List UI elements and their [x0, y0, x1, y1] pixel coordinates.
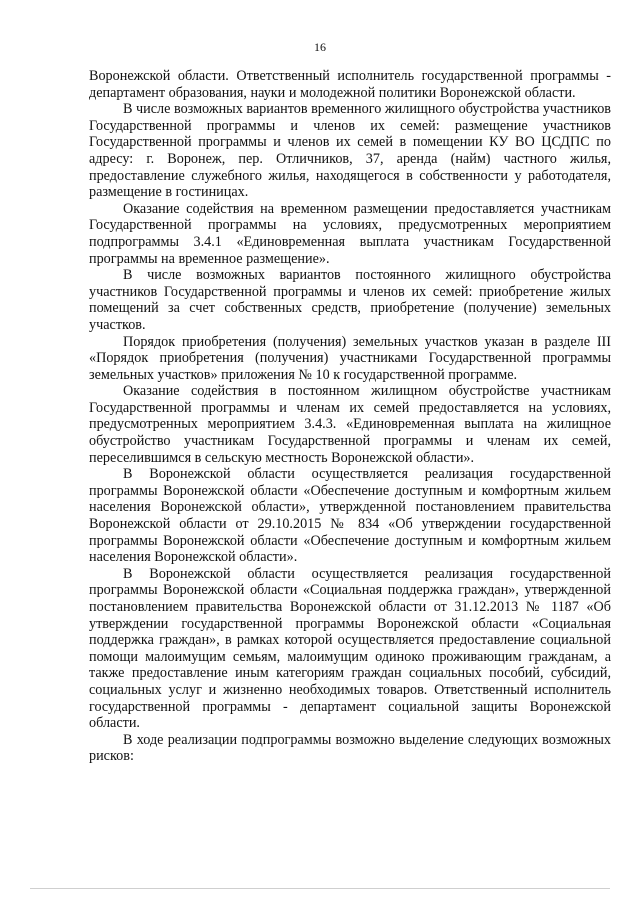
paragraph-risks-intro: В ходе реализации подпрограммы возможно выделение следующих возможных рисков:: [89, 731, 611, 765]
page-number: 16: [314, 40, 326, 54]
paragraph-housing-program: В Воронежской области осуществляется реализация государственной программы Воронежской области «Обеспечение доступным и комфортным жильем населения Воронежской области», утвержденной постановлением правительства Воронежской области от 29.10.2015 № 834 «Об утверждении государственной программы Воронежской области «Обеспечение доступным и комфортным жильем населения Воронежской области».: [89, 466, 611, 566]
paragraph-social-support-program: В Воронежской области осуществляется реализация государственной программы Воронежской области «Социальная поддержка граждан», утвержденной постановлением правительства Воронежской области от 31.12.2013 № 1187 «Об утверждении государственной программы Воронежской области «Социальная поддержка граждан», в рамках которой осуществляется предоставление социальной помощи малоимущим семьям, малоимущим одиноко проживающим гражданам, а также предоставление иным категориям граждан социальных пособий, субсидий, социальных услуг и жизненно необходимых товаров. Ответственный исполнитель государственной программы - департамент социальной защиты Воронежской области.: [89, 565, 611, 732]
document-body: [89, 68, 611, 765]
paragraph-temporary-placement-assistance: Оказание содействия на временном размещении предоставляется участникам Государственной программы на условиях, предусмотренных мероприятием подпрограммы 3.4.1 «Единовременная выплата участникам Государственной программы на временное размещение».: [89, 200, 611, 267]
paragraph-permanent-housing-assistance: Оказание содействия в постоянном жилищном обустройстве участникам Государственной программы и членам их семей предоставляется на условиях, предусмотренных мероприятием 3.4.3. «Единовременная выплата на жилищное обустройство участникам Государственной программы и членам их семей, переселившимся в сельскую местность Воронежской области».: [89, 383, 611, 466]
paragraph-temporary-housing-options: В числе возможных вариантов временного жилищного обустройства участников Государственной программы и членов их семей: размещение участников Государственной программы и членов их семей в помещении КУ ВО ЦСДПС по адресу: г. Воронеж, пер. Отличников, 37, аренда (найм) частного жилья, предоставление служебного жилья, находящегося в собственности у работодателя, размещение в гостиницах.: [89, 101, 611, 201]
paragraph-land-acquisition-procedure: Порядок приобретения (получения) земельных участков указан в разделе III «Порядок приобретения (получения) участниками Государственной программы земельных участков» приложения № 10 к государственной программе.: [89, 333, 611, 383]
paragraph-continuation: Воронежской области. Ответственный исполнитель государственной программы - департамент образования, науки и молодежной политики Воронежской области.: [89, 68, 611, 101]
paragraph-permanent-housing-options: В числе возможных вариантов постоянного жилищного обустройства участников Государственной программы и членов их семей: приобретение жилых помещений за счет собственных средств, приобретение (получение) земельных участков.: [89, 267, 611, 333]
page-bottom-divider: [30, 888, 610, 889]
